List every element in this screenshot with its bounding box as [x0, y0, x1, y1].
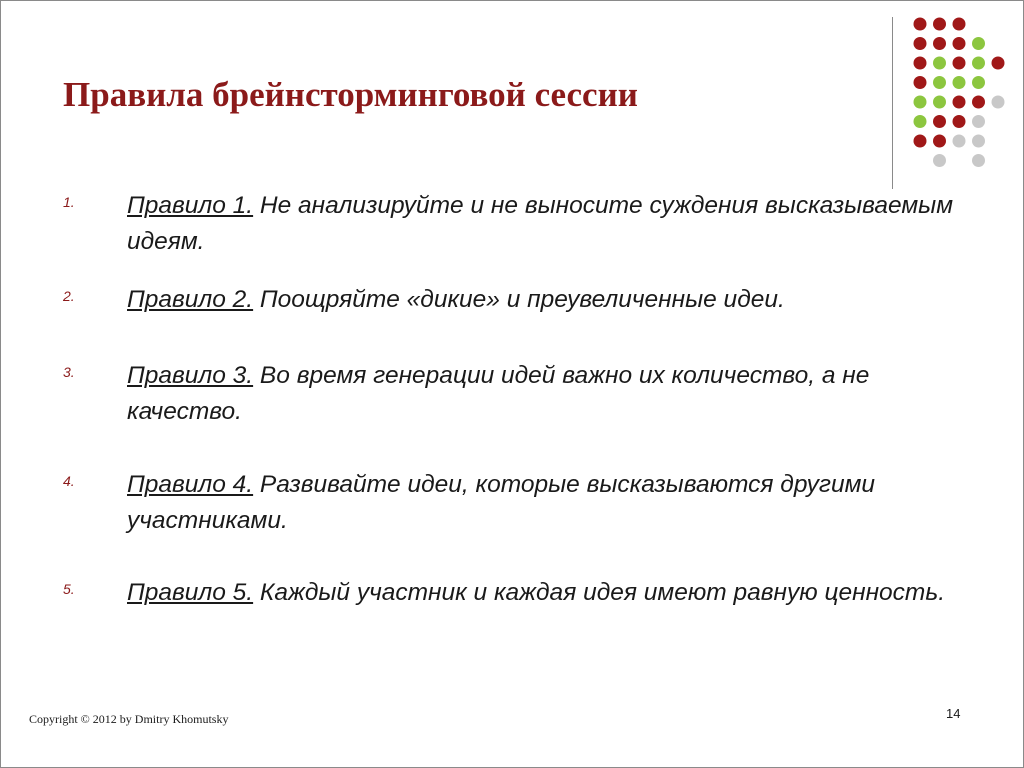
green-dot — [933, 76, 946, 89]
red-dot — [914, 18, 927, 31]
rule-text — [127, 575, 957, 611]
gray-dot — [972, 115, 985, 128]
vertical-divider-line — [892, 17, 893, 189]
red-dot — [992, 57, 1005, 70]
page-number: 14 — [946, 706, 961, 721]
rule-body: Во время генерации идей важно их количество, а не качество. — [127, 362, 870, 425]
gray-dot — [992, 96, 1005, 109]
rule-body: Каждый участник и каждая идея имеют равную ценность. — [253, 579, 946, 606]
red-dot — [914, 76, 927, 89]
list-number: 2. — [63, 288, 75, 304]
red-dot — [953, 96, 966, 109]
rule-body: Поощряйте «дикие» и преувеличенные идеи. — [253, 286, 785, 313]
rule-body: Развивайте идеи, которые высказываются другими участниками. — [127, 471, 876, 534]
rule-label: Правило 5. — [127, 579, 254, 606]
rule-label: Правило 1. — [127, 192, 254, 219]
rule-text — [127, 188, 957, 260]
red-dot — [953, 37, 966, 50]
gray-dot — [972, 135, 985, 148]
list-number: 5. — [63, 581, 75, 597]
red-dot — [953, 115, 966, 128]
red-dot — [914, 135, 927, 148]
rule-label: Правило 3. — [127, 362, 254, 389]
red-dot — [914, 37, 927, 50]
rule-label: Правило 2. — [127, 286, 254, 313]
red-dot — [953, 57, 966, 70]
list-number: 1. — [63, 194, 75, 210]
list-number: 3. — [63, 364, 75, 380]
green-dot — [914, 115, 927, 128]
list-number: 4. — [63, 473, 75, 489]
red-dot — [933, 115, 946, 128]
red-dot — [933, 18, 946, 31]
red-dot — [914, 57, 927, 70]
red-dot — [972, 96, 985, 109]
green-dot — [914, 96, 927, 109]
green-dot — [972, 57, 985, 70]
gray-dot — [972, 154, 985, 167]
green-dot — [972, 37, 985, 50]
red-dot — [933, 135, 946, 148]
slide-title: Правила брейнсторминговой сессии — [63, 75, 638, 114]
dot-grid-decoration — [1, 1, 1023, 201]
red-dot — [953, 18, 966, 31]
green-dot — [972, 76, 985, 89]
gray-dot — [933, 154, 946, 167]
green-dot — [933, 57, 946, 70]
rule-label: Правило 4. — [127, 471, 254, 498]
copyright-text: Copyright © 2012 by Dmitry Khomutsky — [29, 712, 229, 726]
gray-dot — [953, 135, 966, 148]
rule-text — [127, 467, 957, 539]
green-dot — [933, 96, 946, 109]
rule-text — [127, 358, 957, 430]
rule-text — [127, 282, 957, 318]
red-dot — [933, 37, 946, 50]
rule-body: Не анализируйте и не выносите суждения высказываемым идеям. — [127, 192, 953, 255]
green-dot — [953, 76, 966, 89]
